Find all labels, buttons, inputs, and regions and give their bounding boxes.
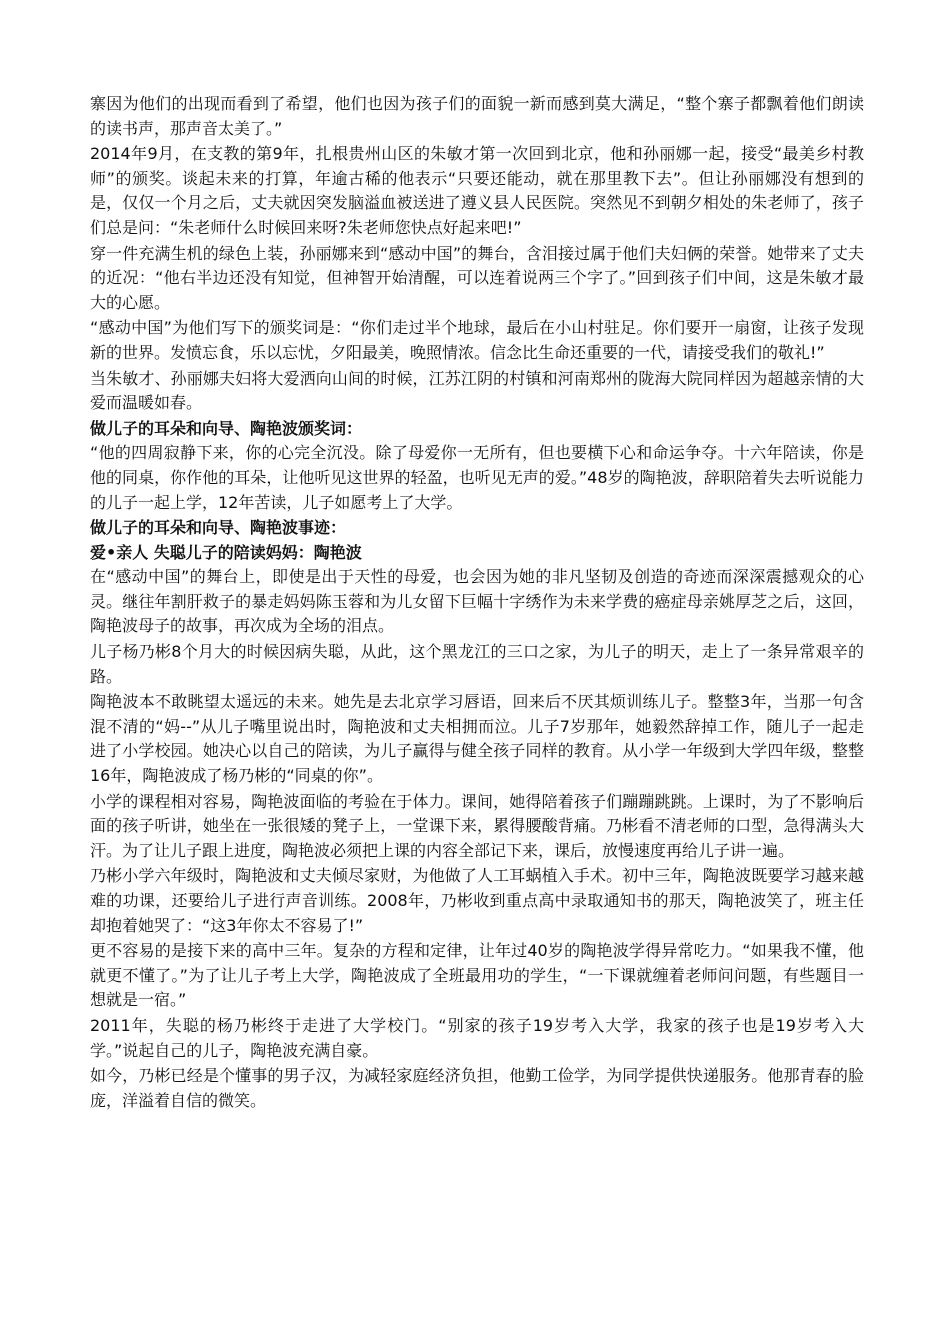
paragraph-transition: 当朱敏才、孙丽娜夫妇将大爱洒向山间的时候，江苏江阴的村镇和河南郑州的陇海大院同样因为超越亲情的大爱而温暖如春。 xyxy=(90,368,864,413)
paragraph-high-school: 更不容易的是接下来的高中三年。复杂的方程和定律，让年过40岁的陶艳波学得异常吃力。“如果我不懂，他就更不懂了。”为了让儿子考上大学，陶艳波成了全班最用功的学生，“一下课就缠着老师问问题，有些题目一想就是一宿。” xyxy=(90,941,864,1010)
paragraph-today: 如今，乃彬已经是个懂事的男子汉，为减轻家庭经济负担，他勤工俭学，为同学提供快递服务。他那青春的脸庞，洋溢着自信的微笑。 xyxy=(90,1066,864,1110)
paragraph-sun-lina-stage: 穿一件充满生机的绿色上装，孙丽娜来到“感动中国”的舞台，含泪接过属于他们夫妇俩的荣誉。她带来了丈夫的近况：“他右半边还没有知觉，但神智开始清醒，可以连着说两三个字了。”回到孩子们中间，这是朱敏才最大的心愿。 xyxy=(90,243,864,312)
paragraph-cochlear-implant: 乃彬小学六年级时，陶艳波和丈夫倾尽家财，为他做了人工耳蜗植入手术。初中三年，陶艳波既要学习越来越难的功课，还要给儿子进行声音训练。2008年，乃彬收到重点高中录取通知书的那天，陶艳波笑了，班主任却抱着她哭了：“这3年你太不容易了!” xyxy=(90,866,864,935)
paragraph-award-words-zhu: “感动中国”为他们写下的颁奖词是：“你们走过半个地球，最后在小山村驻足。你们要开一扇窗，让孩子发现新的世界。发愤忘食，乐以忘忧，夕阳最美，晚照情浓。信念比生命还重要的一代，请接受我们的敬礼!” xyxy=(90,318,864,362)
heading-accompanying-mother: 爱•亲人 失聪儿子的陪读妈妈：陶艳波 xyxy=(90,542,362,562)
paragraph-college-2011: 2011年，失聪的杨乃彬终于走进了大学校门。“别家的孩子19岁考入大学，我家的孩子也是19岁考入大学。”说起自己的儿子，陶艳波充满自豪。 xyxy=(90,1015,864,1060)
paragraph-tao-award-words: “他的四周寂静下来，你的心完全沉没。除了母爱你一无所有，但也要横下心和命运争夺。十六年陪读，你是他的同桌，你作他的耳朵，让他听见这世界的轻盈，也听见无声的爱。”48岁的陶艳波，辞职陪着失去听说能力的儿子一起上学，12年苦读，儿子如愿考上了大学。 xyxy=(90,443,864,512)
paragraph-primary-school: 小学的课程相对容易，陶艳波面临的考验在于体力。课间，她得陪着孩子们蹦蹦跳跳。上课时，为了不影响后面的孩子听讲，她坐在一张很矮的凳子上，一堂课下来，累得腰酸背痛。乃彬看不清老师的口型，急得满头大汗。为了让儿子跟上进度，陶艳波必须把上课的内容全部记下来，课后，放慢速度再给儿子讲一遍。 xyxy=(90,791,864,860)
heading-tao-yanbo-story: 做儿子的耳朵和向导、陶艳波事迹： xyxy=(90,518,347,538)
paragraph-son-deafness: 儿子杨乃彬8个月大的时候因病失聪，从此，这个黑龙江的三口之家，为儿子的明天，走上了一条异常艰辛的路。 xyxy=(90,642,864,686)
paragraph-lip-reading: 陶艳波本不敢眺望太遥远的未来。她先是去北京学习唇语，回来后不厌其烦训练儿子。整整3年，当那一句含混不清的“妈--”从儿子嘴里说出时，陶艳波和丈夫相拥而泣。儿子7岁那年，她毅然辞掉工作，随儿子一起走进了小学校园。她决心以自己的陪读，为儿子赢得与健全孩子同样的教育。从小学一年级到大学四年级，整整16年，陶艳波成了杨乃彬的“同桌的你”。 xyxy=(90,692,864,786)
paragraph-villagers-hope: 寨因为他们的出现而看到了希望，他们也因为孩子们的面貌一新而感到莫大满足，“整个寨子都飘着他们朗读的读书声，那声音太美了。” xyxy=(90,94,864,138)
document-body xyxy=(90,92,864,1114)
paragraph-2014-award: 2014年9月，在支教的第9年，扎根贵州山区的朱敏才第一次回到北京，他和孙丽娜一起，接受“最美乡村教师”的颁奖。谈起未来的打算，年逾古稀的他表示“只要还能动，就在那里教下去”。但让孙丽娜没有想到的是，仅仅一个月之后，丈夫就因突发脑溢血被送进了遵义县人民医院。突然见不到朝夕相处的朱老师了，孩子们总是问：“朱老师什么时候回来呀?朱老师您快点好起来吧!” xyxy=(90,144,864,237)
heading-tao-yanbo-award-words: 做儿子的耳朵和向导、陶艳波颁奖词： xyxy=(90,418,363,438)
paragraph-stage-intro: 在“感动中国”的舞台上，即使是出于天性的母爱，也会因为她的非凡坚韧及创造的奇迹而深深震撼观众的心灵。继往年割肝救子的暴走妈妈陈玉蓉和为儿女留下巨幅十字绣作为未来学费的癌症母亲姚厚芝之后，这回，陶艳波母子的故事，再次成为全场的泪点。 xyxy=(90,567,864,636)
